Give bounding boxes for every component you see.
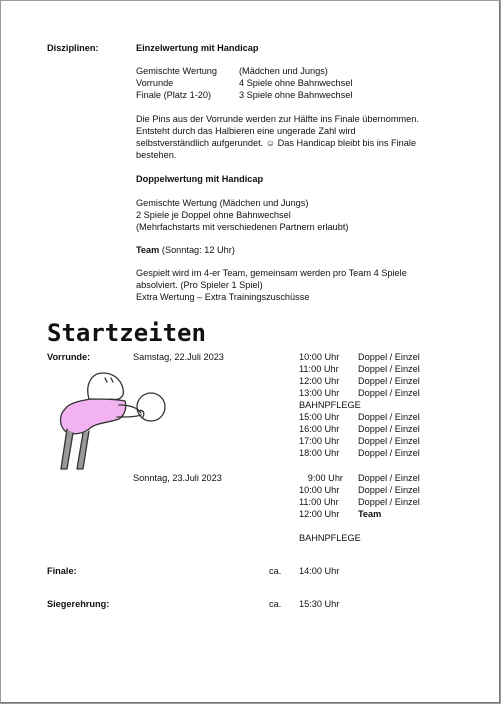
doppel-line: 2 Spiele je Doppel ohne Bahnwechsel bbox=[136, 210, 291, 220]
slot-time: 13:00 Uhr bbox=[299, 388, 340, 398]
slot-type-team: Team bbox=[358, 509, 382, 519]
einzel-text-line: bestehen. bbox=[136, 150, 177, 160]
einzel-title: Einzelwertung mit Handicap bbox=[136, 43, 259, 53]
einzel-row-name: Gemischte Wertung bbox=[136, 66, 218, 76]
slot-time: 15:00 Uhr bbox=[299, 412, 340, 422]
einzel-row-value: 4 Spiele ohne Bahnwechsel bbox=[239, 78, 353, 88]
siegerehrung-label: Siegerehrung: bbox=[47, 599, 110, 609]
einzel-text-line: selbstverständlich aufgerundet. ☺ Das Handicap bleibt bis ins Finale bbox=[136, 138, 417, 148]
doppel-line: (Mehrfachstarts mit verschiedenen Partnern erlaubt) bbox=[136, 222, 349, 232]
disciplines-label: Disziplinen: bbox=[47, 43, 99, 53]
bahnpflege-label: BAHNPFLEGE bbox=[299, 533, 361, 543]
slot-time: 18:00 Uhr bbox=[299, 448, 340, 458]
document-page bbox=[1, 1, 500, 703]
slot-time: 16:00 Uhr bbox=[299, 424, 340, 434]
team-title: Team bbox=[136, 245, 160, 255]
startzeiten-heading: Startzeiten bbox=[47, 319, 206, 347]
slot-type: Doppel / Einzel bbox=[358, 412, 420, 422]
slot-time: 9:00 Uhr bbox=[307, 473, 343, 483]
einzel-row-value: (Mädchen und Jungs) bbox=[239, 66, 328, 76]
slot-type: Doppel / Einzel bbox=[358, 497, 420, 507]
slot-type: Doppel / Einzel bbox=[358, 436, 420, 446]
slot-type: Doppel / Einzel bbox=[358, 424, 420, 434]
slot-type: Doppel / Einzel bbox=[358, 352, 420, 362]
slot-time: 12:00 Uhr bbox=[299, 376, 340, 386]
team-line: Extra Wertung – Extra Trainingszuschüsse bbox=[136, 292, 310, 302]
einzel-text-line: Die Pins aus der Vorrunde werden zur Hälfte ins Finale übernommen. bbox=[136, 114, 419, 124]
bowler-illustration bbox=[45, 369, 170, 473]
doppel-line: Gemischte Wertung (Mädchen und Jungs) bbox=[136, 198, 309, 208]
einzel-row-value: 3 Spiele ohne Bahnwechsel bbox=[239, 90, 353, 100]
team-note: (Sonntag: 12 Uhr) bbox=[159, 245, 235, 255]
einzel-row-name: Finale (Platz 1-20) bbox=[136, 90, 212, 100]
saturday-date: Samstag, 22.Juli 2023 bbox=[133, 352, 224, 362]
team-line: absolviert. (Pro Spieler 1 Spiel) bbox=[136, 280, 263, 290]
einzel-text-line: Entsteht durch das Halbieren eine ungerade Zahl wird bbox=[136, 126, 356, 136]
siegerehrung-ca: ca. bbox=[269, 599, 282, 609]
slot-time: 11:00 Uhr bbox=[299, 497, 339, 507]
slot-type: Doppel / Einzel bbox=[358, 473, 420, 483]
finale-label: Finale: bbox=[47, 566, 77, 576]
team-line: Gespielt wird im 4-er Team, gemeinsam werden pro Team 4 Spiele bbox=[136, 268, 407, 278]
slot-type: Doppel / Einzel bbox=[358, 448, 420, 458]
slot-time: 12:00 Uhr bbox=[299, 509, 340, 519]
bahnpflege-label: BAHNPFLEGE bbox=[299, 400, 361, 410]
vorrunde-label: Vorrunde: bbox=[47, 352, 91, 362]
bowling-ball-icon bbox=[137, 393, 165, 421]
sunday-date: Sonntag, 23.Juli 2023 bbox=[133, 473, 222, 483]
doppel-title: Doppelwertung mit Handicap bbox=[136, 174, 264, 184]
slot-type: Doppel / Einzel bbox=[358, 388, 420, 398]
slot-type: Doppel / Einzel bbox=[358, 376, 420, 386]
finale-ca: ca. bbox=[269, 566, 282, 576]
slot-type: Doppel / Einzel bbox=[358, 364, 420, 374]
team-heading bbox=[136, 244, 235, 256]
slot-time: 10:00 Uhr bbox=[299, 485, 340, 495]
slot-type: Doppel / Einzel bbox=[358, 485, 420, 495]
slot-time: 17:00 Uhr bbox=[299, 436, 340, 446]
slot-time: 10:00 Uhr bbox=[299, 352, 340, 362]
siegerehrung-time: 15:30 Uhr bbox=[299, 599, 340, 609]
einzel-row-name: Vorrunde bbox=[136, 78, 174, 88]
finale-time: 14:00 Uhr bbox=[299, 566, 340, 576]
slot-time: 11:00 Uhr bbox=[299, 364, 339, 374]
